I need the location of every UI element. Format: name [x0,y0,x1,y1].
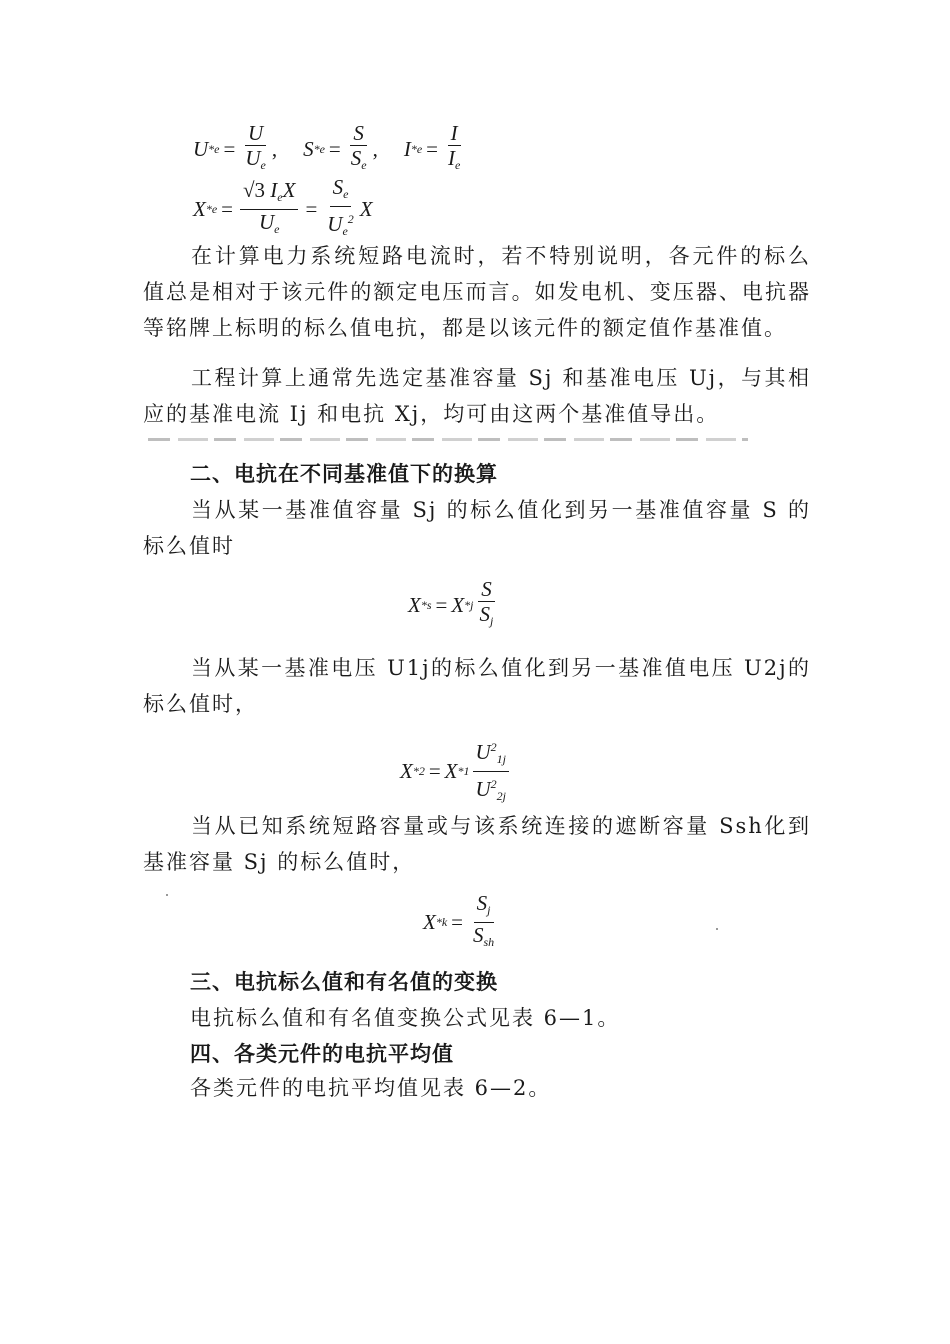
scan-speck [716,928,718,930]
paragraph-voltage-conversion: 当从某一基准电压 U1j的标么值化到另一基准值电压 U2j的标么值时， [143,656,811,716]
paragraph-table-6-1-reference: 电抗标么值和有名值变换公式见表 6—1。 [190,1006,621,1030]
section-heading-4: 四、各类元件的电抗平均值 [190,1041,454,1066]
paragraph-capacity-conversion: 当从某一基准值容量 Sj 的标么值化到另一基准值容量 S 的标么值时 [143,498,811,558]
paragraph-short-circuit-capacity: 当从已知系统短路容量或与该系统连接的遮断容量 Ssh化到基准容量 Sj 的标么值时， [143,814,811,874]
formula-system-reactance: X *k = $\frac{S_j}{S_{sh}}$ [423,891,495,949]
formula-voltage-conversion: X *2 = X *1 $\frac{U^2_{1j}}{U^2_{2j}}$ [400,736,512,807]
paragraph-table-6-2-reference: 各类元件的电抗平均值见表 6—2。 [190,1076,552,1100]
formula-per-unit-definitions: U *e = $\frac{U}{U_e}$ , S *e = $\frac{S}{S_e}$ , I *e = $\frac{I}{I_e}$ [193,121,461,172]
paragraph-base-selection: 工程计算上通常先选定基准容量 Sj 和基准电压 Uj，与其相应的基准电流 Ij 和电抗 Xj，均可由这两个基准值导出。 [143,366,811,426]
section-heading-2: 二、电抗在不同基准值下的换算 [190,461,498,486]
section-heading-3: 三、电抗标么值和有名值的变换 [190,969,498,994]
paragraph-rated-value-basis: 在计算电力系统短路电流时，若不特别说明，各元件的标么值总是相对于该元件的额定电压而言。如发电机、变压器、电抗器等铭牌上标明的标么值电抗，都是以该元件的额定值作基准值。 [143,244,811,340]
scan-artifact-line [148,438,748,441]
formula-reactance-per-unit: X *e = $\frac{√3 I_eX}{U_e}$ = $\frac{S_e}{U_e^2}$ X [193,175,373,238]
formula-capacity-conversion: X *s = X *j $\frac{S}{S_j}$ [408,577,494,628]
scan-speck [166,894,168,896]
